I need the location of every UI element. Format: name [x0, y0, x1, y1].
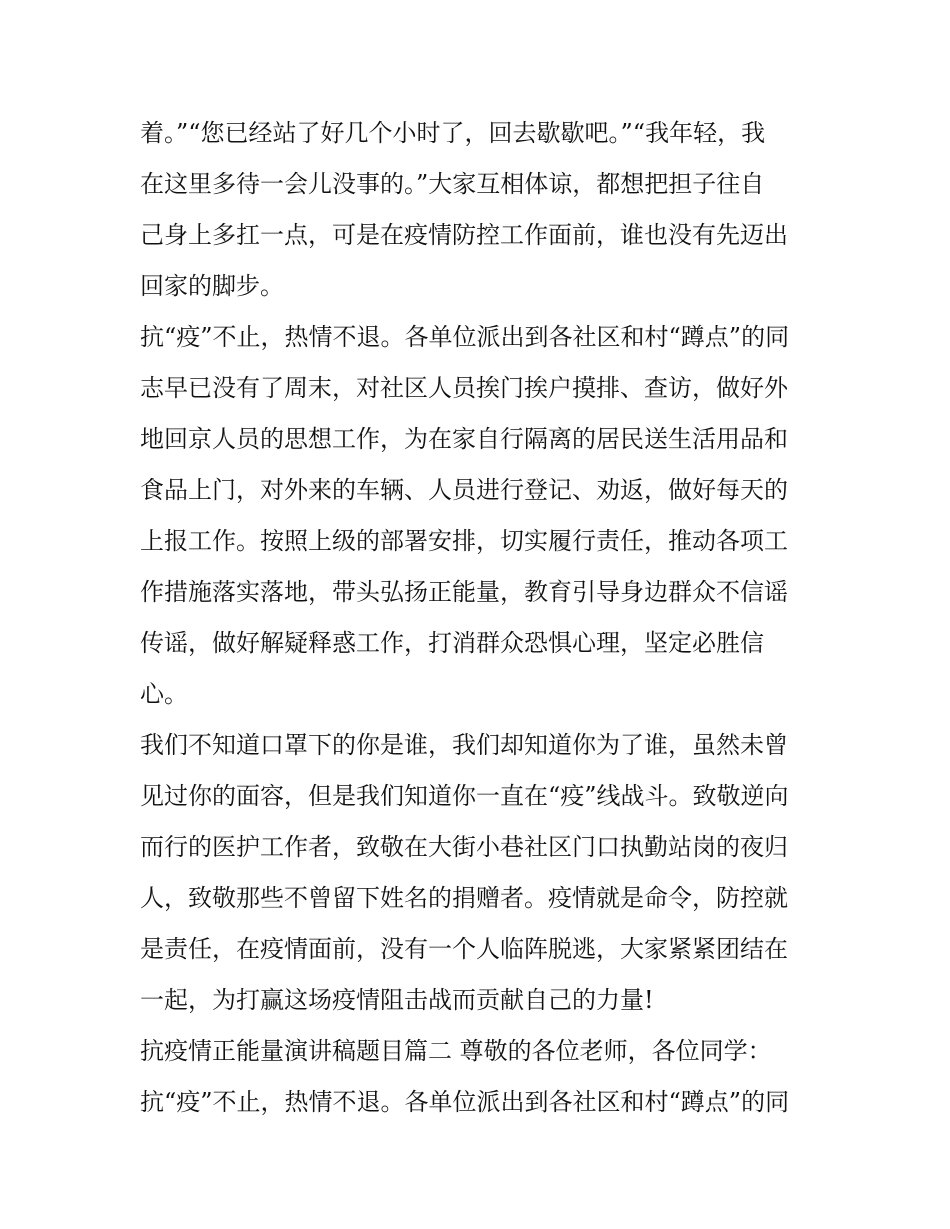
text-line: 食品上门，对外来的车辆、人员进行登记、劝返，做好每天的 [140, 476, 788, 504]
text-line: 抗疫情正能量演讲稿题目篇二 尊敬的各位老师，各位同学： [140, 1037, 772, 1065]
text-line: 心。 [140, 680, 188, 708]
text-line: 是责任，在疫情面前，没有一个人临阵脱逃，大家紧紧团结在 [140, 935, 788, 963]
text-line: 己身上多扛一点，可是在疫情防控工作面前，谁也没有先迈出 [140, 221, 788, 249]
text-line: 在这里多待一会儿没事的。”大家互相体谅，都想把担子往自 [140, 170, 765, 198]
text-line: 上报工作。按照上级的部署安排，切实履行责任，推动各项工 [140, 527, 788, 555]
text-line: 作措施落实落地，带头弘扬正能量，教育引导身边群众不信谣 [140, 578, 788, 606]
document-page [140, 108, 820, 1128]
text-line: 我们不知道口罩下的你是谁，我们却知道你为了谁，虽然未曾 [140, 731, 788, 759]
text-line: 见过你的面容，但是我们知道你一直在“疫”线战斗。致敬逆向 [140, 782, 789, 810]
text-line: 传谣，做好解疑释惑工作，打消群众恐惧心理，坚定必胜信 [140, 629, 764, 657]
text-line: 一起，为打赢这场疫情阻击战而贡献自己的力量! [140, 986, 654, 1014]
text-line: 而行的医护工作者，致敬在大街小巷社区门口执勤站岗的夜归 [140, 833, 788, 861]
text-line: 回家的脚步。 [140, 272, 284, 300]
text-line: 抗“疫”不止，热情不退。各单位派出到各社区和村“蹲点”的同 [140, 1088, 790, 1116]
text-line: 地回京人员的思想工作，为在家自行隔离的居民送生活用品和 [140, 425, 788, 453]
text-line: 抗“疫”不止，热情不退。各单位派出到各社区和村“蹲点”的同 [140, 323, 790, 351]
text-line: 人，致敬那些不曾留下姓名的捐赠者。疫情就是命令，防控就 [140, 884, 788, 912]
text-line: 志早已没有了周末，对社区人员挨门挨户摸排、查访，做好外 [140, 374, 788, 402]
text-line: 着。”“您已经站了好几个小时了，回去歇歇吧。”“我年轻，我 [140, 119, 766, 147]
